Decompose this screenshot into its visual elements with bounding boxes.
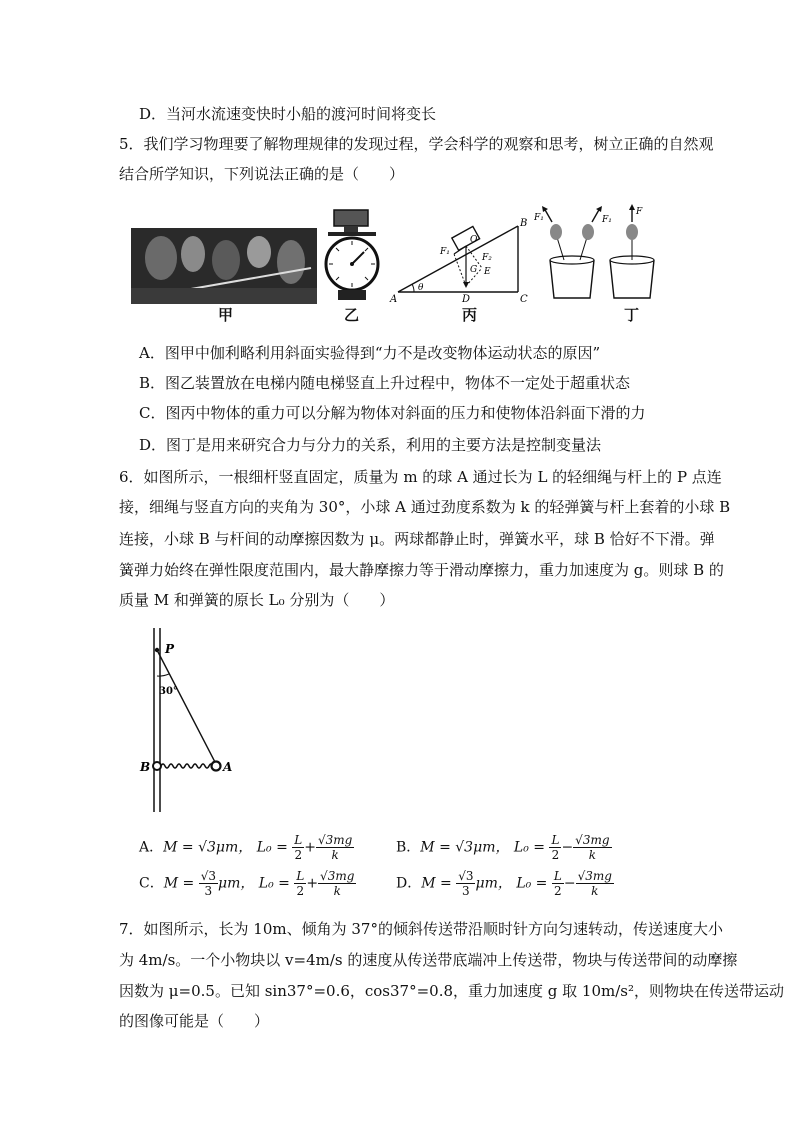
- q5-option-a: A．图甲中伽利略利用斜面实验得到“力不是改变物体运动状态的原因”: [139, 344, 601, 362]
- label-a: A: [223, 760, 233, 774]
- label-f: F: [636, 207, 643, 217]
- painting-scene: [131, 228, 317, 304]
- q6-stem-line3: 连接，小球 B 与杆间的动摩擦因数为 μ。两球都静止时，弹簧水平，球 B 恰好不下滑。弹: [119, 530, 715, 548]
- spring: [161, 764, 212, 768]
- label-c: C: [520, 294, 528, 305]
- scale-pan-stem: [344, 226, 358, 232]
- q6-figure-rod: [136, 626, 246, 814]
- string: [157, 650, 216, 764]
- q6-option-a: A．M = √3μm， L₀ = $\frac{L}{2}$ + $\frac{√3mg}{k}$: [139, 833, 353, 862]
- label-f1: F₁: [440, 247, 450, 257]
- q5-option-c: C．图丙中物体的重力可以分解为物体对斜面的压力和使物体沿斜面下滑的力: [139, 404, 646, 422]
- ball-a: [212, 762, 221, 771]
- q5-figure-d-buckets: [534, 204, 664, 304]
- label-b: B: [140, 760, 151, 774]
- hand-right: [626, 224, 638, 240]
- label-f2: F₂: [482, 253, 492, 263]
- q5-figure-d-label: 丁: [624, 306, 640, 324]
- bucket-left: [550, 260, 594, 298]
- q5-figure-b-scale: [320, 206, 384, 304]
- label-b: B: [520, 218, 528, 229]
- q7-stem-line3: 因数为 μ=0.5。已知 sin37°=0.6，cos37°=0.8，重力加速度 g 取 10m/s²，则物块在传送带运动: [119, 982, 784, 1000]
- q5-option-d: D．图丁是用来研究合力与分力的关系，利用的主要方法是控制变量法: [139, 436, 602, 454]
- label-d: D: [462, 294, 471, 305]
- q7-stem-line4: 的图像可能是（ ）: [119, 1012, 270, 1030]
- label-o: O: [470, 235, 478, 245]
- q6-stem-line4: 簧弹力始终在弹性限度范围内，最大静摩擦力等于滑动摩擦力，重力加速度为 g。则球 B 的: [119, 561, 724, 579]
- ball-b: [153, 762, 161, 770]
- q5-option-b: B．图乙装置放在电梯内随电梯竖直上升过程中，物体不一定处于超重状态: [139, 374, 631, 392]
- label-f1-right: F₁: [602, 215, 612, 225]
- label-30deg: 30°: [159, 686, 178, 697]
- q5-figure-a-painting: [131, 228, 317, 304]
- q5-stem-line2: 结合所学知识，下列说法正确的是（ ）: [119, 165, 405, 183]
- label-a: A: [390, 294, 398, 305]
- q6-stem-line1: 6．如图所示，一根细杆竖直固定，质量为 m 的球 A 通过长为 L 的轻细绳与杆上的 P 点连: [119, 468, 722, 486]
- q5-figure-c-label: 丙: [462, 306, 478, 324]
- label-g: G: [470, 265, 478, 275]
- q5-figure-c-incline: [384, 214, 534, 306]
- q6-stem-line5: 质量 M 和弹簧的原长 L₀ 分别为（ ）: [119, 591, 395, 609]
- label-f1-left: F₁: [534, 213, 544, 223]
- hand-left: [550, 224, 562, 240]
- q4-option-d: D．当河水流速变快时小船的渡河时间将变长: [139, 105, 437, 123]
- q5-stem-line1: 5．我们学习物理要了解物理规律的发现过程，学会科学的观察和思考，树立正确的自然观: [119, 135, 714, 153]
- label-p: P: [165, 642, 175, 656]
- q6-option-c: C．M = $\frac{√3}{3}$ μm， L₀ = $\frac{L}{2}$ + $\frac{√3mg}{k}$: [139, 869, 355, 898]
- scale-base: [338, 290, 366, 300]
- hand-middle: [582, 224, 594, 240]
- label-theta: θ: [418, 283, 424, 293]
- q5-figure-a-label: 甲: [218, 306, 234, 324]
- q7-stem-line2: 为 4m/s。一个小物块以 v=4m/s 的速度从传送带底端冲上传送带，物块与传送带间的动摩擦: [119, 951, 738, 969]
- q7-stem-line1: 7．如图所示，长为 10m、倾角为 37°的倾斜传送带沿顺时针方向匀速转动，传送速度大小: [119, 920, 723, 938]
- q6-stem-line2: 接，细绳与竖直方向的夹角为 30°，小球 A 通过劲度系数为 k 的轻弹簧与杆上套着的小球 B: [119, 498, 731, 516]
- bucket-right: [610, 260, 654, 298]
- label-e: E: [484, 267, 491, 277]
- q6-option-b: B．M = √3μm， L₀ = $\frac{L}{2}$ − $\frac{√3mg}{k}$: [396, 833, 610, 862]
- weight-block: [334, 210, 368, 226]
- q5-figure-b-label: 乙: [344, 306, 360, 324]
- scale-pan: [328, 232, 376, 236]
- q6-option-d: D．M = $\frac{√3}{3}$ μm， L₀ = $\frac{L}{2}$ − $\frac{√3mg}{k}$: [396, 869, 612, 898]
